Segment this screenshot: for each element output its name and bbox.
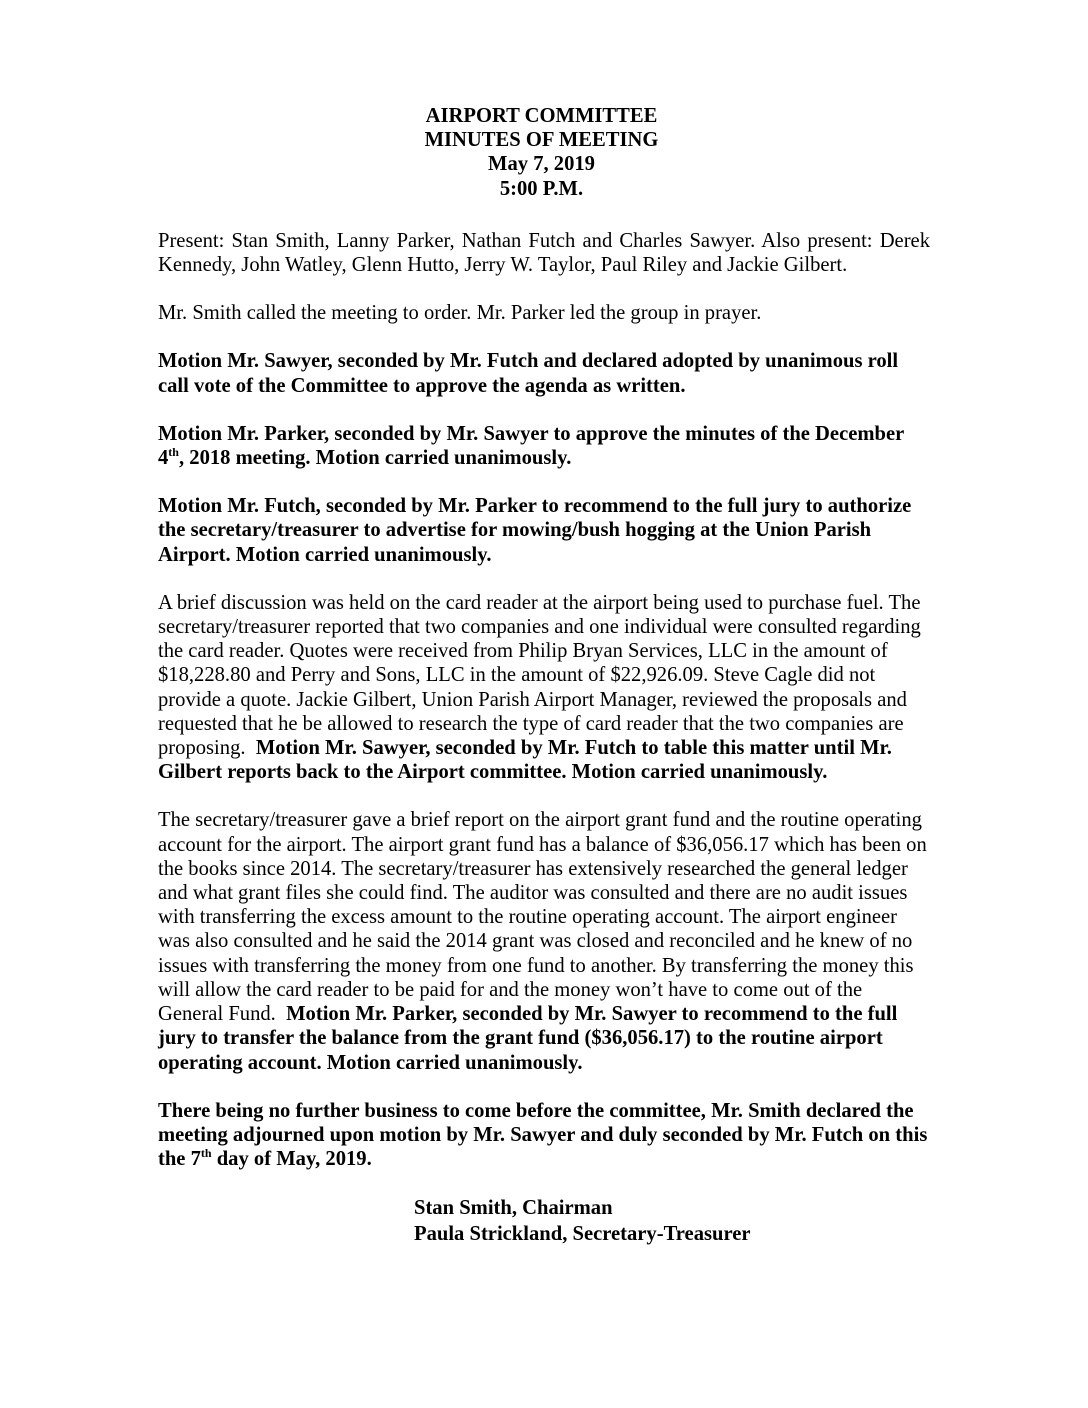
grant-fund-motion: Motion Mr. Parker, seconded by Mr. Sawyer to recommend to the full jury to transfer the balance from the grant fund ($36,056.17) to the routine airport operating account. Motion carried unanimously. (158, 1003, 898, 1074)
motion-minutes-text: Motion Mr. Parker, seconded by Mr. Sawyer to approve the minutes of the December 4 (158, 422, 904, 470)
grant-fund-paragraph (158, 808, 930, 1074)
ordinal-suffix: th (168, 445, 179, 460)
meeting-time: 5:00 P.M. (499, 177, 584, 200)
committee-title: AIRPORT COMMITTEE (425, 105, 658, 127)
adjournment-text: There being no further business to come before the committee, Mr. Smith declared the meeting adjourned upon motion by Mr. Sawyer and duly seconded by Mr. Futch on this the 7 (158, 1099, 928, 1171)
motion-mowing: Motion Mr. Futch, seconded by Mr. Parker to recommend to the full jury to authorize the secretary/treasurer to advertise for mowing/bush hogging at the Union Parish Airport. Motion carried unanimously. (158, 495, 912, 566)
card-reader-discussion: A brief discussion was held on the card reader at the airport being used to purchase fuel. The secretary/treasurer reported that two companies and one individual were consulted regarding the card reader. Quotes were received from Philip Bryan Services, LLC in the amount of $18,228.80 and Perry and Sons, LLC in the amount of $22,926.09. Steve Cagle did not provide a quote. Jackie Gilbert, Union Parish Airport Manager, reviewed the proposals and requested that he be allowed to research the type of card reader that the two companies are proposing. (158, 591, 921, 760)
attendance-paragraph: Present: Stan Smith, Lanny Parker, Nathan Futch and Charles Sawyer. Also present: Derek Kennedy, John Watley, Glenn Hutto, Jerry W. Taylor, Paul Riley and Jackie Gilbert. (158, 229, 930, 277)
call-to-order-paragraph: Mr. Smith called the meeting to order. Mr. Parker led the group in prayer. (158, 302, 762, 325)
signature-block (414, 1195, 930, 1247)
document-header (153, 104, 930, 201)
document-page (158, 104, 930, 1247)
adjournment-text-end: day of May, 2019. (211, 1148, 372, 1171)
secretary-signature: Paula Strickland, Secretary-Treasurer (414, 1223, 751, 1246)
grant-fund-report: The secretary/treasurer gave a brief report on the airport grant fund and the routine operating account for the airport. The airport grant fund has a balance of $36,056.17 which has been on the books since 2014. The secretary/treasurer has extensively researched the general ledger and what grant files she could find. The auditor was consulted and there are no audit issues with transferring the excess amount to the routine operating account. The airport engineer was also consulted and he said the 2014 grant was closed and reconciled and he knew of no issues with transferring the money from one fund to another. By transferring the money this will allow the card reader to be paid for and the money won’t have to come out of the General Fund. (158, 809, 927, 1026)
ordinal-suffix: th (200, 1146, 212, 1161)
card-reader-paragraph (158, 591, 930, 785)
motion-agenda: Motion Mr. Sawyer, seconded by Mr. Futch and declared adopted by unanimous roll call vote of the Committee to approve the agenda as written. (158, 350, 899, 397)
minutes-title: MINUTES OF MEETING (424, 129, 659, 152)
motion-minutes-text-end: , 2018 meeting. Motion carried unanimously. (178, 447, 572, 470)
adjournment-paragraph (158, 1099, 930, 1172)
card-reader-motion: Motion Mr. Sawyer, seconded by Mr. Futch to table this matter until Mr. Gilbert reports back to the Airport committee. Motion carried unanimously. (158, 737, 892, 784)
motion-minutes (158, 422, 930, 470)
chairman-signature: Stan Smith, Chairman (414, 1197, 613, 1220)
meeting-date: May 7, 2019 (488, 153, 595, 176)
